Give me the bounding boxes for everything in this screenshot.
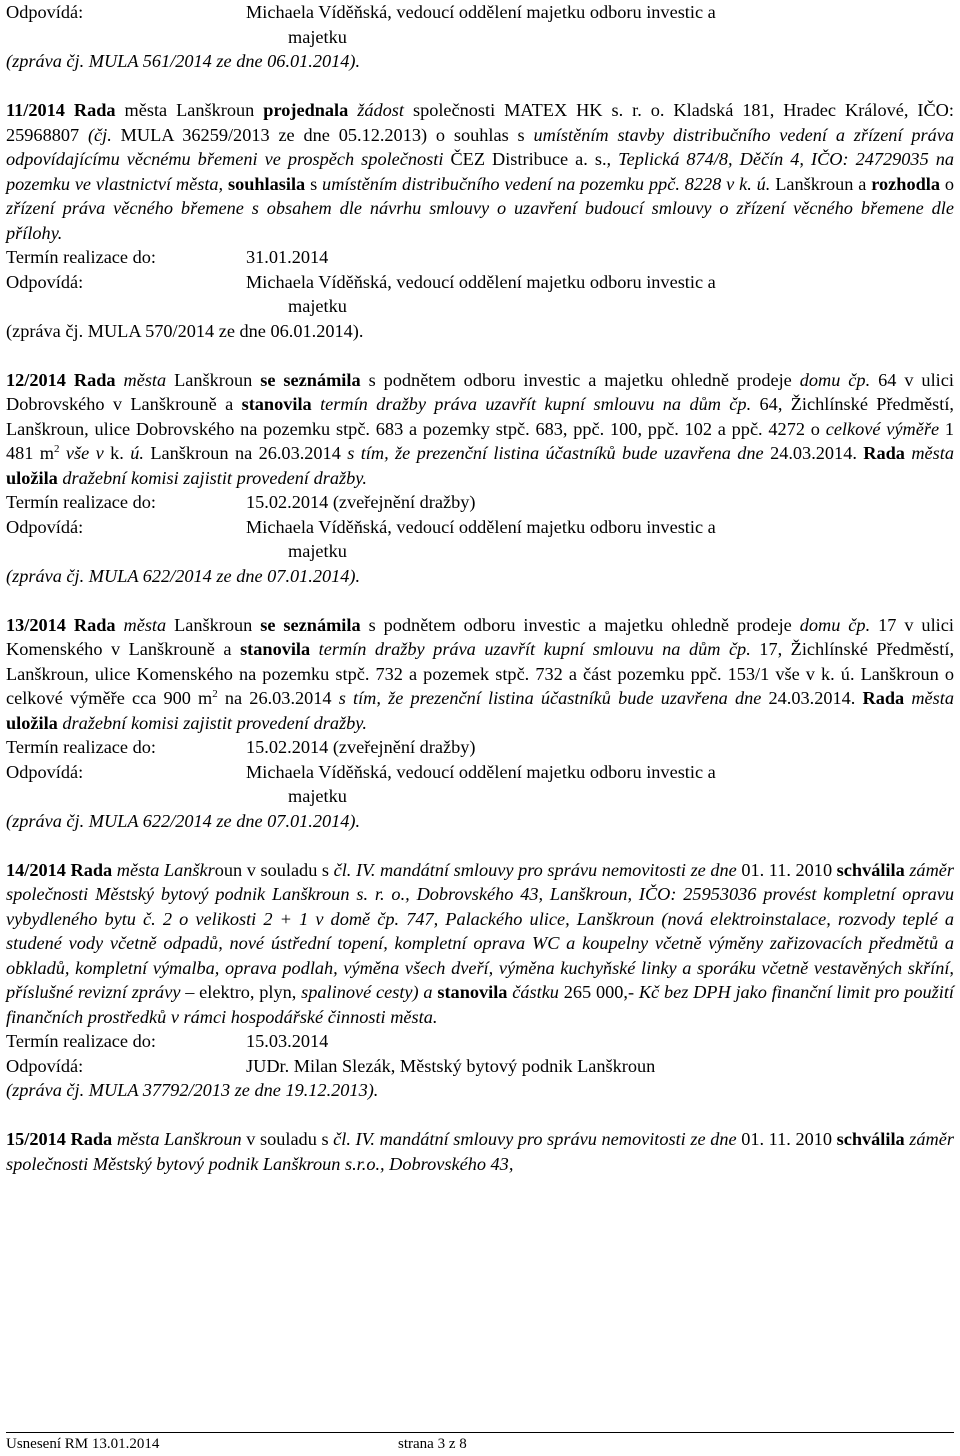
termin-label: Termín realizace do: [6,737,156,757]
resolution-number: 11/2014 [6,100,65,120]
odpovida-label: Odpovídá: [6,2,84,22]
termin-value: 15.02.2014 (zveřejnění dražby) [246,737,476,757]
page-footer [6,1432,954,1456]
odpovida-value: Michaela Víděňská, vedoucí oddělení majetku odboru investic a [246,271,716,292]
resolution-13: 13/2014 Rada města Lanškroun se seznámila s podnětem odboru investic a majetku ohledně prodeje domu čp. 17 v ulici Komenského v Lanškrouně a stanovila termín dražby práva uzavřít kupní smlouvu na dům čp. 17, Žichlínské Předměstí, Lanškroun, ulice Komenského na pozemku stpč. 732 a pozemek stpč. 732 a část pozemku ppč. 153/1 vše v k. ú. Lanškroun o celkové výměře cca 900 $m^2$ na 26.03.2014 s tím, že prezenční listina účastníků bude uzavřena dne 24.03.2014. Rada města uložila dražební komisi zajistit provedení dražby. [6,614,955,733]
odpovida-value: Michaela Víděňská, vedoucí oddělení majetku odboru investic a [246,516,716,537]
odpovida-value-cont: majetku [288,26,347,47]
r12-termin [6,490,954,515]
resolution-number: 13/2014 [6,614,66,635]
resolution-number: 14/2014 [6,859,66,880]
r12-odpovida [6,515,954,564]
termin-value: 31.01.2014 [246,247,329,267]
r14-zprava: (zpráva čj. MULA 37792/2013 ze dne 19.12.2013). [6,1080,379,1100]
resolution-number: 12/2014 [6,369,66,390]
odpovida-value-cont: majetku [288,786,347,806]
odpovida-value-cont: majetku [288,296,347,316]
r14-odpovida [6,1054,954,1079]
termin-label: Termín realizace do: [6,1031,156,1051]
odpovida-value: Michaela Víděňská, vedoucí oddělení majetku odboru investic a [246,2,716,22]
termin-value: 15.03.2014 [246,1031,329,1051]
intro-odpovida [6,0,954,49]
r11-zprava: (zpráva čj. MULA 570/2014 ze dne 06.01.2014). [6,320,364,341]
odpovida-value: JUDr. Milan Slezák, Městský bytový podnik Lanškroun [246,1055,656,1076]
footer-page-number: strana 3 z 8 [398,1436,467,1452]
odpovida-label: Odpovídá: [6,271,84,292]
resolution-14: 14/2014 Rada města Lanškroun v souladu s čl. IV. mandátní smlouvy pro správu nemovitosti ze dne 01. 11. 2010 schválila záměr společnosti Městský bytový podnik Lanškroun s. r. o., Dobrovského 43, Lanškroun, IČO: 25953036 provést kompletní opravu vybydleného bytu č. 2 o velikosti 2 + 1 v domě čp. 747, Palackého ulice, Lanškroun (nová elektroinstalace, rozvody teplé a studené vody včetně odpadů, nové ústřední topení, kompletní oprava WC a koupelny včetně výměny zařizovacích předmětů a obkladů, kompletní výmalba, oprava podlah, výměna všech dveří, výměna kuchyňské linky a sporáku včetně vestavěných skříní, příslušné revizní zprávy – elektro, plyn, spalinové cesty) a stanovila částku 265 000,- Kč bez DPH jako finanční limit pro použití finančních prostředků v rámci hospodářské činnosti města. [6,859,955,1027]
footer-document-title: Usnesení RM 13.01.2014 [6,1436,160,1452]
intro-zprava: (zpráva čj. MULA 561/2014 ze dne 06.01.2014). [6,51,361,71]
odpovida-value: Michaela Víděňská, vedoucí oddělení majetku odboru investic a [246,761,716,782]
odpovida-label: Odpovídá: [6,1055,84,1076]
r14-termin [6,1029,954,1054]
r13-zprava: (zpráva čj. MULA 622/2014 ze dne 07.01.2014). [6,810,361,831]
document-page [6,0,954,1176]
r12-zprava: (zpráva čj. MULA 622/2014 ze dne 07.01.2014). [6,565,361,586]
resolution-12: 12/2014 Rada města Lanškroun se seznámila s podnětem odboru investic a majetku ohledně prodeje domu čp. 64 v ulici Dobrovského v Lanškrouně a stanovila termín dražby práva uzavřít kupní smlouvu na dům čp. 64, Žichlínské Předměstí, Lanškroun, ulice Dobrovského na pozemku stpč. 683 a pozemky stpč. 683, ppč. 100, ppč. 102 a ppč. 4272 o celkové výměře 1 481 $m^2$ vše v k. ú. Lanškroun na 26.03.2014 s tím, že prezenční listina účastníků bude uzavřena dne 24.03.2014. Rada města uložila dražební komisi zajistit provedení dražby. [6,369,954,488]
resolution-11: 11/2014 Rada města Lanškroun projednala žádost společnosti MATEX HK s. r. o. Kladská 181, Hradec Králové, IČO: 25968807 (čj. MULA 36259/2013 ze dne 05.12.2013) o souhlas s umístěním stavby distribučního vedení a zřízení práva odpovídajícímu věcnému břemeni ve prospěch společnosti ČEZ Distribuce a. s., Teplická 874/8, Děčín 4, IČO: 24729035 na pozemku ve vlastnictví města, souhlasila s umístěním distribučního vedení na pozemku ppč. 8228 v k. ú. Lanškroun a rozhodla o zřízení práva věcného břemene s obsahem dle návrhu smlouvy o uzavření budoucí smlouvy o zřízení věcného břemene dle přílohy. [6,100,955,243]
r11-odpovida [6,270,954,319]
odpovida-value-cont: majetku [288,541,347,561]
termin-value: 15.02.2014 (zveřejnění dražby) [246,492,476,512]
r13-termin [6,735,954,760]
resolution-number: 15/2014 [6,1129,66,1149]
resolution-15: 15/2014 Rada města Lanškroun v souladu s čl. IV. mandátní smlouvy pro správu nemovitosti ze dne 01. 11. 2010 schválila záměr společnosti Městský bytový podnik Lanškroun s.r.o., Dobrovského 43, [6,1129,954,1174]
r13-odpovida [6,760,954,809]
odpovida-label: Odpovídá: [6,516,84,537]
r11-termin [6,245,954,270]
termin-label: Termín realizace do: [6,247,156,267]
termin-label: Termín realizace do: [6,492,156,512]
odpovida-label: Odpovídá: [6,761,84,782]
